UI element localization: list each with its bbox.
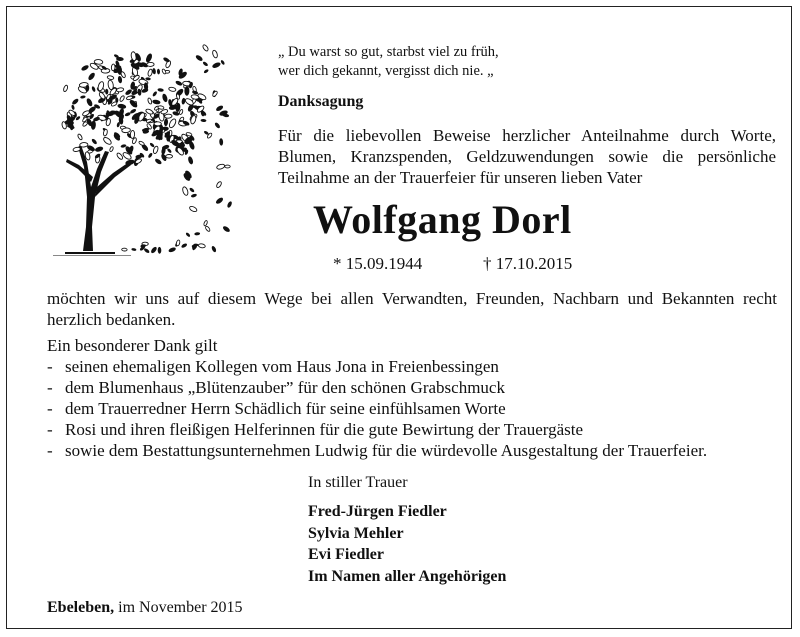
deceased-name: Wolfgang Dorl [313, 197, 572, 242]
list-item-text: dem Trauerredner Herrn Schädlich für seine einfühlsamen Worte [65, 399, 506, 418]
signer-name: Evi Fiedler [308, 546, 384, 563]
thanks-paragraph [47, 288, 777, 330]
signers-list [308, 501, 506, 587]
signer-name: Sylvia Mehler [308, 524, 404, 542]
thanks-list [47, 356, 777, 461]
intro-line: Blumen, Kranzspenden, Geldzuwendungen sowie die persönliche [278, 147, 776, 166]
birth-date: * 15.09.1944 [333, 254, 423, 273]
list-item [47, 356, 777, 377]
list-item-text: seinen ehemaligen Kollegen vom Haus Jona in Freienbessingen [65, 357, 499, 376]
dash-bullet: - [47, 357, 53, 376]
special-thanks-label: Ein besonderer Dank gilt [47, 336, 218, 355]
signer-name: Fred-Jürgen Fiedler [308, 503, 447, 520]
intro-line: Für die liebevollen Beweise herzlicher Anteilnahme durch Worte, [278, 126, 776, 145]
list-item [47, 377, 777, 398]
list-item [47, 419, 777, 440]
quote-line: „ Du warst so gut, starbst viel zu früh, [278, 44, 499, 60]
dash-bullet: - [47, 378, 53, 397]
list-item [47, 440, 777, 461]
list-item-text: dem Blumenhaus „Blütenzauber” für den schönen Grabschmuck [65, 378, 505, 397]
list-item-text: Rosi und ihren fleißigen Helferinnen für die gute Bewirtung der Trauergäste [65, 420, 584, 439]
town-name: Ebeleben, [47, 599, 115, 616]
notice-date: im November 2015 [118, 599, 243, 616]
tree-with-falling-leaves-icon [35, 37, 235, 259]
list-item [47, 398, 777, 419]
obituary-notice [6, 6, 792, 629]
quote-line: wer dich gekannt, vergisst dich nie. „ [278, 63, 494, 79]
intro-paragraph [278, 125, 776, 188]
intro-line: Teilnahme an der Trauerfeier für unseren lieben Vater [278, 168, 643, 187]
dash-bullet: - [47, 420, 53, 439]
place-and-date [47, 599, 243, 617]
epigraph-quote [278, 43, 499, 81]
dash-bullet: - [47, 441, 53, 460]
thanks-body [47, 288, 777, 461]
body-line: möchten wir uns auf diesem Wege bei allen Verwandten, Freunden, Nachbarn und Bekannten recht [47, 289, 777, 308]
notice-heading: Danksagung [278, 93, 364, 110]
body-line: herzlich bedanken. [47, 310, 176, 329]
signer-name: Im Namen aller Angehörigen [308, 567, 507, 585]
dash-bullet: - [47, 399, 53, 418]
death-date: † 17.10.2015 [483, 254, 573, 273]
list-item-text: sowie dem Bestattungsunternehmen Ludwig für die würdevolle Ausgestaltung der Trauerfeier. [65, 441, 708, 460]
mourning-line: In stiller Trauer [308, 474, 408, 491]
